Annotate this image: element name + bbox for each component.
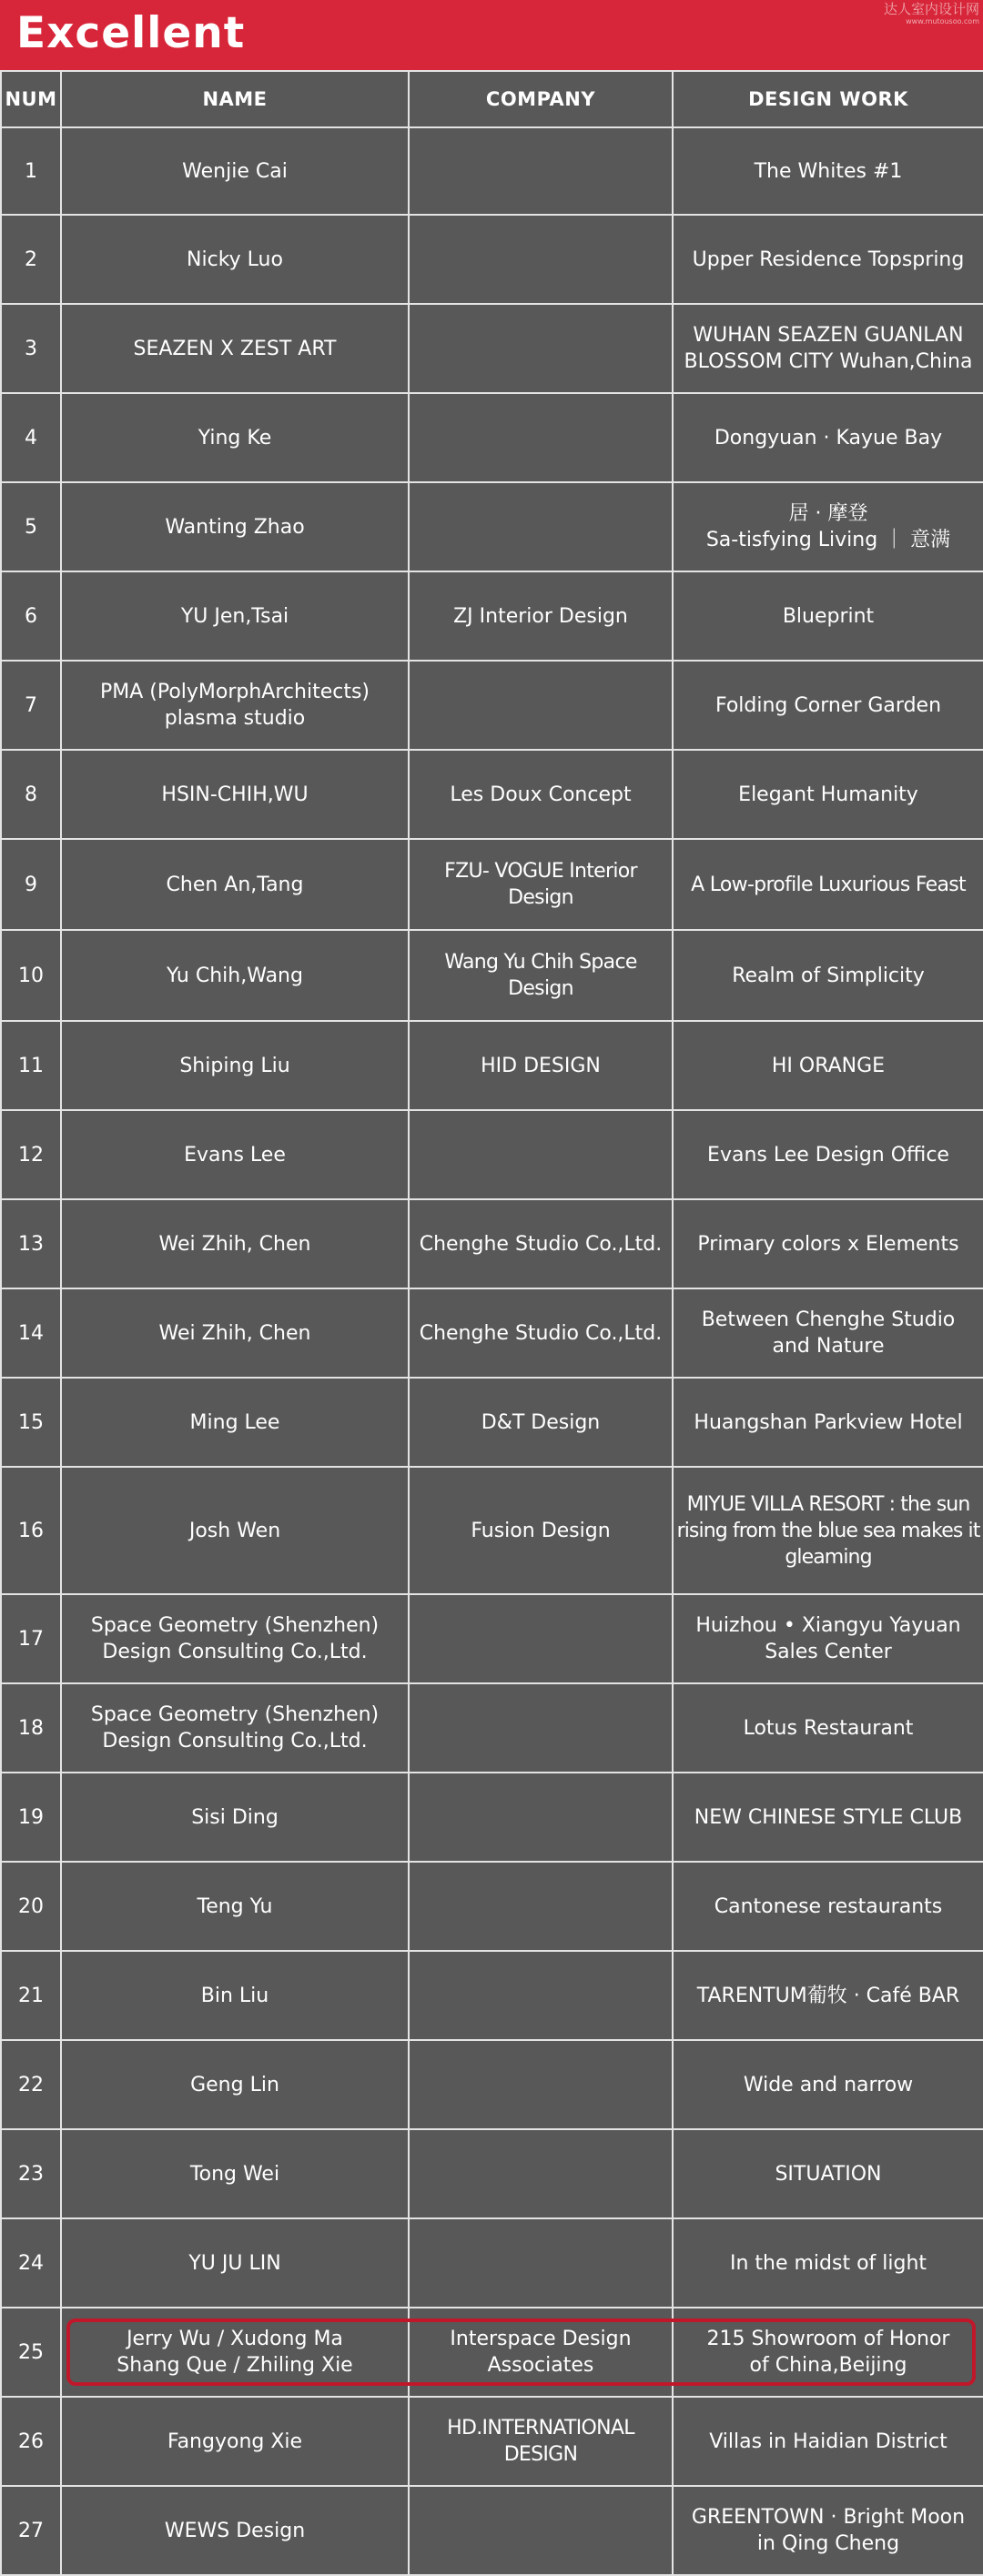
row-company-cell [409,215,673,304]
table-header-row [1,71,983,127]
row-design-work-cell: NEW CHINESE STYLE CLUB [673,1773,983,1862]
table-row [1,1378,983,1467]
row-company-cell: Chenghe Studio Co.,Ltd. [409,1288,673,1378]
row-design-work-cell: 215 Showroom of Honor of China,Beijing [673,2308,983,2397]
row-num-cell: 21 [1,1951,61,2040]
row-name-cell: Sisi Ding [61,1773,409,1862]
row-design-work-cell: A Low-profile Luxurious Feast [673,839,983,930]
row-company-cell [409,1683,673,1773]
row-company-cell: Fusion Design [409,1467,673,1594]
row-company-cell [409,304,673,393]
row-company-cell: Chenghe Studio Co.,Ltd. [409,1199,673,1288]
row-company-cell: HID DESIGN [409,1021,673,1110]
row-company-cell [409,1773,673,1862]
table-row [1,1021,983,1110]
header-num: NUM [1,71,61,127]
row-design-work-cell: 居 · 摩登 Sa-tisfying Living ｜ 意满 [673,482,983,571]
row-num-cell: 8 [1,750,61,839]
row-name-cell: Geng Lin [61,2040,409,2129]
row-num-cell: 6 [1,571,61,661]
row-name-cell: Wei Zhih, Chen [61,1199,409,1288]
row-num-cell: 16 [1,1467,61,1594]
header-name: NAME [61,71,409,127]
watermark-main-text: 达人室内设计网 [883,1,979,17]
table-row [1,1594,983,1683]
row-design-work-cell: Evans Lee Design Office [673,1110,983,1199]
table-row [1,2040,983,2129]
row-design-work-cell: Between Chenghe Studio and Nature [673,1288,983,1378]
table-row [1,2397,983,2486]
row-name-cell: Wei Zhih, Chen [61,1288,409,1378]
row-name-cell: Chen An,Tang [61,839,409,930]
row-num-cell: 4 [1,393,61,482]
row-design-work-cell: WUHAN SEAZEN GUANLAN BLOSSOM CITY Wuhan,China [673,304,983,393]
row-design-work-cell: Huizhou • Xiangyu Yayuan Sales Center [673,1594,983,1683]
row-design-work-cell: GREENTOWN · Bright Moon in Qing Cheng [673,2486,983,2575]
table-row [1,571,983,661]
row-name-cell: YU Jen,Tsai [61,571,409,661]
row-company-cell: D&T Design [409,1378,673,1467]
row-design-work-cell: Primary colors x Elements [673,1199,983,1288]
watermark [884,2,979,26]
row-name-cell: Nicky Luo [61,215,409,304]
table-row [1,1467,983,1594]
awards-table [0,70,983,2576]
row-num-cell: 15 [1,1378,61,1467]
row-num-cell: 25 [1,2308,61,2397]
row-design-work-cell: Cantonese restaurants [673,1862,983,1951]
row-name-cell: SEAZEN X ZEST ART [61,304,409,393]
row-design-work-cell: Dongyuan · Kayue Bay [673,393,983,482]
row-name-cell: Space Geometry (Shenzhen) Design Consulting Co.,Ltd. [61,1594,409,1683]
row-design-work-cell: Huangshan Parkview Hotel [673,1378,983,1467]
row-num-cell: 11 [1,1021,61,1110]
table-row [1,215,983,304]
page-title: Excellent [16,8,246,58]
row-num-cell: 2 [1,215,61,304]
row-design-work-cell: Lotus Restaurant [673,1683,983,1773]
row-company-cell [409,1594,673,1683]
row-design-work-cell: Villas in Haidian District [673,2397,983,2486]
row-num-cell: 14 [1,1288,61,1378]
row-company-cell: ZJ Interior Design [409,571,673,661]
table-row [1,839,983,930]
row-design-work-cell: Wide and narrow [673,2040,983,2129]
row-design-work-cell: MIYUE VILLA RESORT : the sun rising from the blue sea makes it gleaming [673,1467,983,1594]
row-num-cell: 7 [1,661,61,750]
row-num-cell: 26 [1,2397,61,2486]
table-row [1,393,983,482]
row-name-cell: Fangyong Xie [61,2397,409,2486]
row-company-cell [409,2040,673,2129]
row-company-cell [409,1110,673,1199]
header-design-work: DESIGN WORK [673,71,983,127]
table-row [1,1288,983,1378]
table-row [1,1683,983,1773]
row-num-cell: 10 [1,930,61,1021]
table-row [1,661,983,750]
row-company-cell [409,1862,673,1951]
row-design-work-cell: Blueprint [673,571,983,661]
table-row [1,482,983,571]
row-num-cell: 12 [1,1110,61,1199]
row-num-cell: 3 [1,304,61,393]
row-num-cell: 19 [1,1773,61,1862]
row-company-cell: Les Doux Concept [409,750,673,839]
row-name-cell: Jerry Wu / Xudong Ma Shang Que / Zhiling Xie [61,2308,409,2397]
table-row [1,1110,983,1199]
row-company-cell: HD.INTERNATIONAL DESIGN [409,2397,673,2486]
row-name-cell: Yu Chih,Wang [61,930,409,1021]
row-company-cell: FZU- VOGUE Interior Design [409,839,673,930]
row-name-cell: Teng Yu [61,1862,409,1951]
row-company-cell [409,661,673,750]
row-num-cell: 22 [1,2040,61,2129]
table-row [1,930,983,1021]
row-design-work-cell: The Whites #1 [673,127,983,215]
row-design-work-cell: HI ORANGE [673,1021,983,1110]
row-num-cell: 23 [1,2129,61,2218]
table-row [1,2218,983,2308]
row-num-cell: 27 [1,2486,61,2575]
row-company-cell [409,2218,673,2308]
row-name-cell: HSIN-CHIH,WU [61,750,409,839]
watermark-url-text: www.mutousoo.com [906,17,979,25]
row-num-cell: 1 [1,127,61,215]
row-num-cell: 5 [1,482,61,571]
row-name-cell: PMA (PolyMorphArchitects) plasma studio [61,661,409,750]
table-row [1,1862,983,1951]
table-row [1,1773,983,1862]
table-row [1,127,983,215]
table-body [1,127,983,2575]
row-name-cell: Josh Wen [61,1467,409,1594]
row-design-work-cell: In the midst of light [673,2218,983,2308]
row-company-cell: Wang Yu Chih Space Design [409,930,673,1021]
row-num-cell: 18 [1,1683,61,1773]
row-name-cell: Wanting Zhao [61,482,409,571]
row-company-cell [409,393,673,482]
row-design-work-cell: TARENTUM葡牧 · Café BAR [673,1951,983,2040]
row-company-cell [409,2129,673,2218]
row-company-cell [409,127,673,215]
row-design-work-cell: Realm of Simplicity [673,930,983,1021]
row-company-cell [409,1951,673,2040]
row-design-work-cell: Upper Residence Topspring [673,215,983,304]
row-num-cell: 13 [1,1199,61,1288]
row-name-cell: Bin Liu [61,1951,409,2040]
table-row [1,2129,983,2218]
row-company-cell: Interspace Design Associates [409,2308,673,2397]
row-name-cell: Shiping Liu [61,1021,409,1110]
title-banner [0,0,983,70]
table-row [1,2486,983,2575]
row-design-work-cell: Folding Corner Garden [673,661,983,750]
row-design-work-cell: Elegant Humanity [673,750,983,839]
row-num-cell: 24 [1,2218,61,2308]
row-name-cell: Ming Lee [61,1378,409,1467]
row-num-cell: 20 [1,1862,61,1951]
table-row [1,750,983,839]
row-name-cell: WEWS Design [61,2486,409,2575]
row-num-cell: 9 [1,839,61,930]
row-num-cell: 17 [1,1594,61,1683]
row-name-cell: Space Geometry (Shenzhen) Design Consulting Co.,Ltd. [61,1683,409,1773]
row-name-cell: Tong Wei [61,2129,409,2218]
header-company: COMPANY [409,71,673,127]
table-row [1,1199,983,1288]
row-name-cell: YU JU LIN [61,2218,409,2308]
row-design-work-cell: SITUATION [673,2129,983,2218]
row-name-cell: Evans Lee [61,1110,409,1199]
table-row [1,1951,983,2040]
table-row [1,2308,983,2397]
row-name-cell: Wenjie Cai [61,127,409,215]
row-company-cell [409,482,673,571]
row-company-cell [409,2486,673,2575]
table-row [1,304,983,393]
row-name-cell: Ying Ke [61,393,409,482]
